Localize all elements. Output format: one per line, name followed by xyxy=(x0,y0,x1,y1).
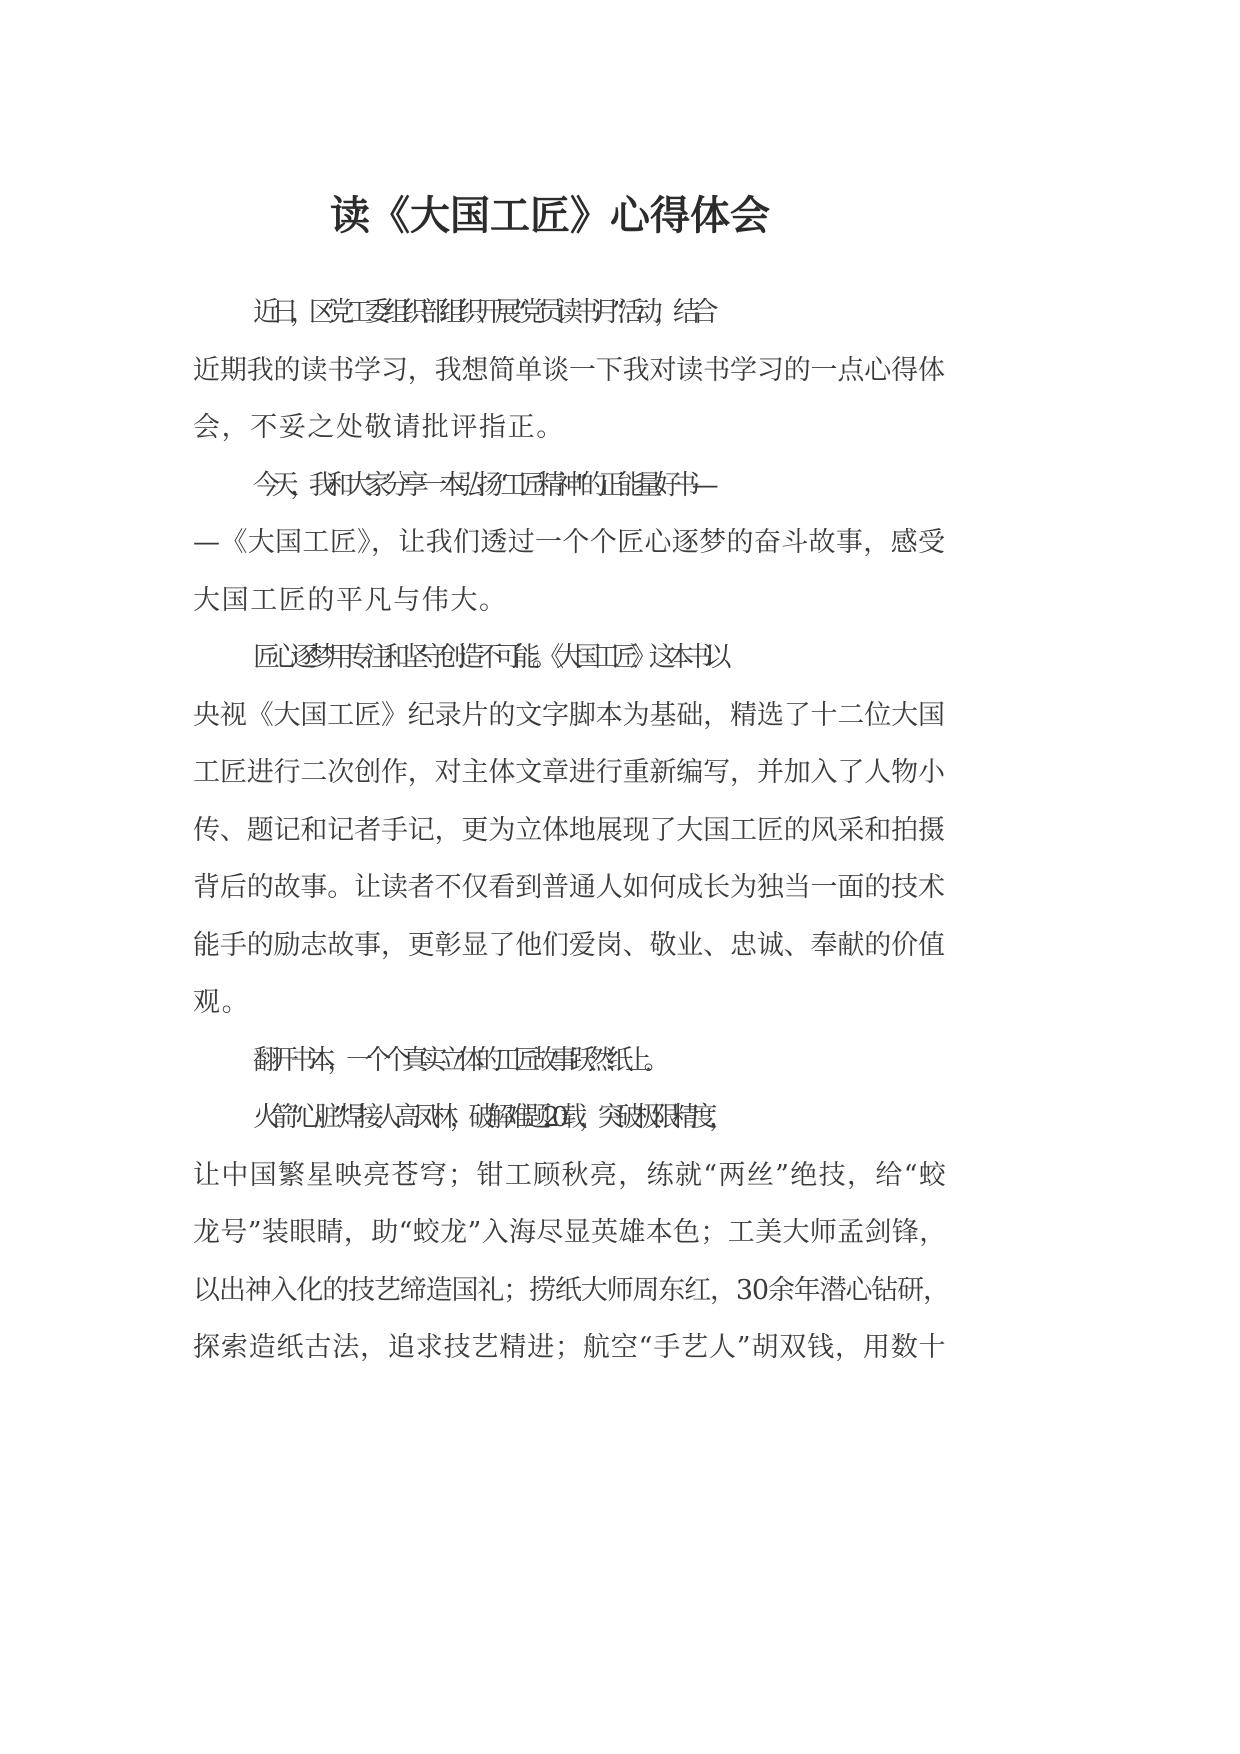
text-line: 央视《大国工匠》纪录片的文字脚本为基础，精选了十二位大国 xyxy=(193,699,945,731)
text-line: 工匠进行二次创作，对主体文章进行重新编写，并加入了人物小 xyxy=(193,757,945,788)
text-line: 龙号”装眼睛，助“蛟龙”入海尽显英雄本色；工美大师孟剑锋， xyxy=(193,1217,947,1248)
text-line: 匠心逐梦用专注和坚守创造不可能。《大国工匠》这本书以 xyxy=(253,642,724,673)
document-title: 读《大国工匠》心得体会 xyxy=(330,192,770,239)
text-line: 翻开书本，一个个真实立体的工匠故事跃然纸上。 xyxy=(253,1044,663,1076)
text-line: 会，不妥之处敬请批评指正。 xyxy=(193,412,565,443)
text-line: 今天，我和大家分享一本弘扬“工匠精神”的正能量好书— xyxy=(253,469,711,501)
text-line: 背后的故事。让读者不仅看到普通人如何成长为独当一面的技术 xyxy=(193,872,945,903)
text-line: 近期我的读书学习，我想简单谈一下我对读书学习的一点心得体 xyxy=(193,354,945,386)
text-line: 传、题记和记者手记，更为立体地展现了大国工匠的风采和拍摄 xyxy=(193,814,945,846)
text-line: —《大国工匠》，让我们透过一个个匠心逐梦的奋斗故事，感受 xyxy=(193,527,946,558)
paragraph-2 xyxy=(139,457,949,630)
text-line: 以出神入化的技艺缔造国礼；捞纸大师周东红，30余年潜心钻研， xyxy=(193,1274,949,1306)
text-line: 探索造纸古法，追求技艺精进；航空“手艺人”胡双钱，用数十 xyxy=(193,1332,947,1363)
paragraph-1 xyxy=(139,284,949,457)
text-line: 观。 xyxy=(193,987,251,1018)
paragraph-5 xyxy=(139,1089,949,1377)
document-body xyxy=(139,284,949,1377)
text-line: 近日，区党工委组织部组织开展“党员读书月”活动，结合 xyxy=(253,297,711,328)
paragraph-3 xyxy=(139,629,949,1032)
text-line: 火箭“心脏”焊接人高凤林，破解难题20载，突破极限精度， xyxy=(253,1102,728,1133)
text-line: 能手的励志故事，更彰显了他们爱岗、敬业、忠诚、奉献的价值 xyxy=(193,929,945,961)
text-line: 大国工匠的平凡与伟大。 xyxy=(193,584,508,616)
paragraph-4 xyxy=(139,1032,949,1090)
text-line: 让中国繁星映亮苍穹；钳工顾秋亮，练就“两丝”绝技，给“蛟 xyxy=(193,1159,948,1191)
